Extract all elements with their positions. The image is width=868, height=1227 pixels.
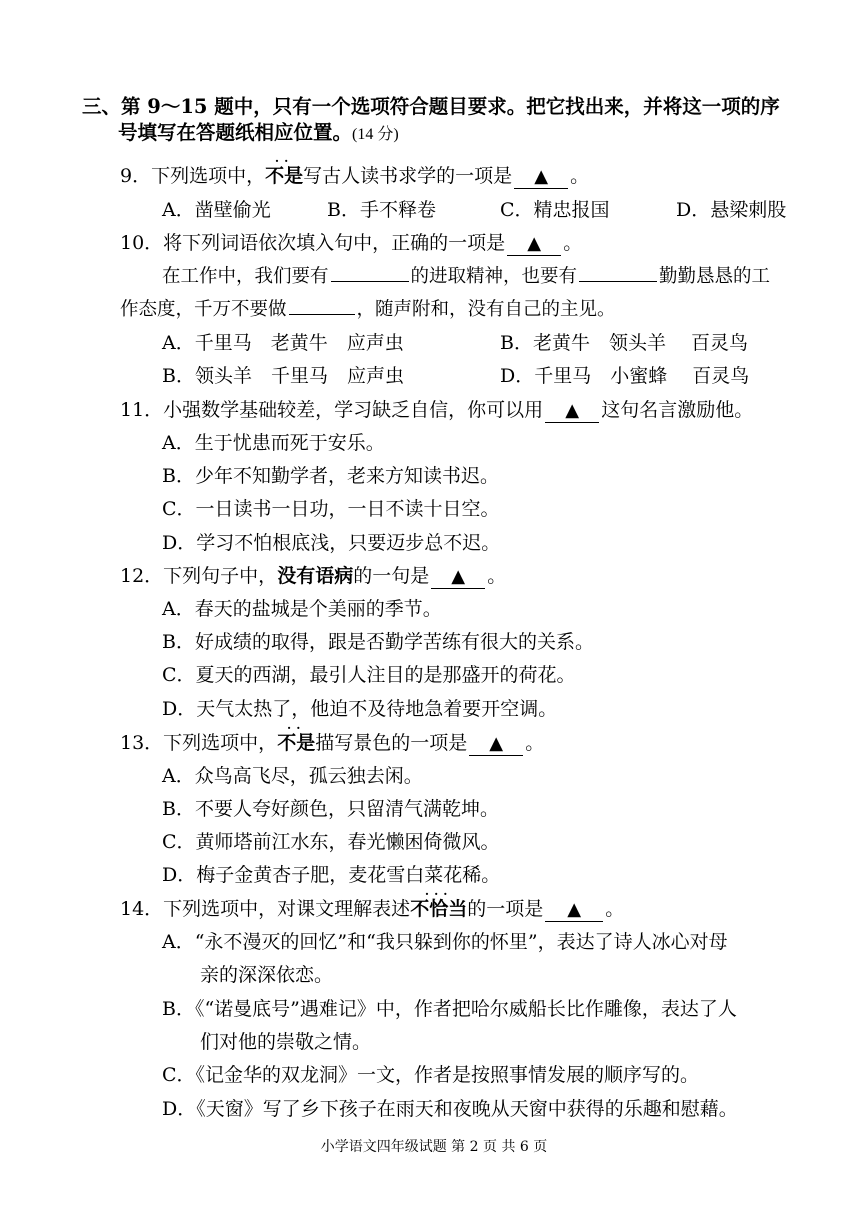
q10-sentence-1: 在工作中，我们要有 的进取精神，也要有 勤勤恳恳的工 (162, 263, 770, 290)
q11-option-b: B．少年不知勤学者，老来方知读书迟。 (162, 465, 499, 487)
section-heading-cont: 号填写在答题纸相应位置。(14 分) (118, 121, 399, 144)
page-footer: 小学语文四年级试题 第 2 页 共 6 页 (320, 1139, 548, 1155)
emphasis-dotted: ·· 不是 (265, 154, 304, 187)
emphasis-dotted: ··· 不恰当 (410, 887, 468, 920)
fill-blank-1 (331, 263, 409, 282)
fill-blank-2 (579, 263, 657, 282)
q12-option-d: D．天气太热了，他迫不及待地急着要开空调。 (162, 698, 558, 720)
question-12-stem: 12．下列句子中，没有语病的一句是 ▲ 。 (120, 565, 507, 587)
question-10-stem: 10．将下列词语依次填入句中，正确的一项是 ▲ 。 (120, 232, 583, 254)
q12-option-a: A．春天的盐城是个美丽的季节。 (162, 598, 442, 620)
q11-option-c: C．一日读书一日功，一日不读十日空。 (162, 498, 500, 520)
q13-option-a: A．众鸟高飞尽，孤云独去闲。 (162, 765, 423, 787)
q10-option-d: D．千里马 小蜜蜂 百灵鸟 (500, 365, 750, 387)
q9-option-b: B．手不释卷 (327, 199, 436, 221)
q9-option-a: A．凿壁偷光 (162, 199, 271, 221)
q14-option-d: D．《天窗》写了乡下孩子在雨天和夜晚从天窗中获得的乐趣和慰藉。 (162, 1098, 738, 1120)
section-heading: 三、第 9～15 题中，只有一个选项符合题目要求。把它找出来，并将这一项的序 (82, 95, 780, 118)
question-9-stem: 9．下列选项中， ·· 不是写古人读书求学的一项是 ▲ 。 (120, 154, 590, 187)
q14-option-b-line2: 们对他的崇敬之情。 (200, 1031, 372, 1053)
q10-option-b: B．老黄牛 领头羊 百灵鸟 (500, 332, 749, 354)
q9-option-c: C．精忠报国 (500, 199, 610, 221)
q11-option-d: D．学习不怕根底浅，只要迈步总不迟。 (162, 532, 501, 554)
q13-option-b: B．不要人夸好颜色，只留清气满乾坤。 (162, 798, 499, 820)
q14-option-c: C．《记金华的双龙洞》一文，作者是按照事情发展的顺序写的。 (162, 1064, 700, 1086)
q12-option-b: B．好成绩的取得，跟是否勤学苦练有很大的关系。 (162, 631, 594, 653)
q12-option-c: C．夏天的西湖，最引人注目的是那盛开的荷花。 (162, 664, 576, 686)
q10-option-a: A．千里马 老黄牛 应声虫 (162, 332, 404, 354)
q9-option-d: D．悬梁刺股 (676, 199, 787, 221)
q10-sentence-2: 作态度，千万不要做 ，随声附和，没有自己的主见。 (120, 296, 616, 323)
question-13-stem: 13．下列选项中， ·· 不是描写景色的一项是 ▲ 。 (120, 721, 545, 754)
emphasis-bold: 没有语病 (277, 565, 354, 587)
answer-blank: ▲ (545, 399, 599, 423)
answer-blank: ▲ (514, 165, 568, 189)
emphasis-dotted: ·· 不是 (277, 721, 316, 754)
answer-blank: ▲ (431, 565, 485, 589)
q14-option-a-line2: 亲的深深依恋。 (200, 964, 334, 986)
question-14-stem: 14．下列选项中，对课文理解表述 ··· 不恰当的一项是 ▲ 。 (120, 887, 625, 920)
question-11-stem: 11．小强数学基础较差，学习缺乏自信，你可以用 ▲ 这句名言激励他。 (120, 399, 754, 421)
q14-option-a-line1: A．“永不漫灭的回忆”和“我只躲到你的怀里”，表达了诗人冰心对母 (162, 931, 728, 953)
q10-option-c: B．领头羊 千里马 应声虫 (162, 365, 404, 387)
q13-option-c: C．黄师塔前江水东，春光懒困倚微风。 (162, 831, 500, 853)
fill-blank-3 (289, 296, 355, 315)
answer-blank: ▲ (507, 232, 561, 256)
answer-blank: ▲ (545, 898, 603, 922)
q13-option-d: D．梅子金黄杏子肥，麦花雪白菜花稀。 (162, 864, 501, 886)
q11-option-a: A．生于忧患而死于安乐。 (162, 432, 385, 454)
answer-blank: ▲ (469, 732, 523, 756)
section-points: (14 分) (352, 126, 399, 143)
q14-option-b-line1: B．《“诺曼底号”遇难记》中，作者把哈尔威船长比作雕像，表达了人 (162, 998, 737, 1020)
